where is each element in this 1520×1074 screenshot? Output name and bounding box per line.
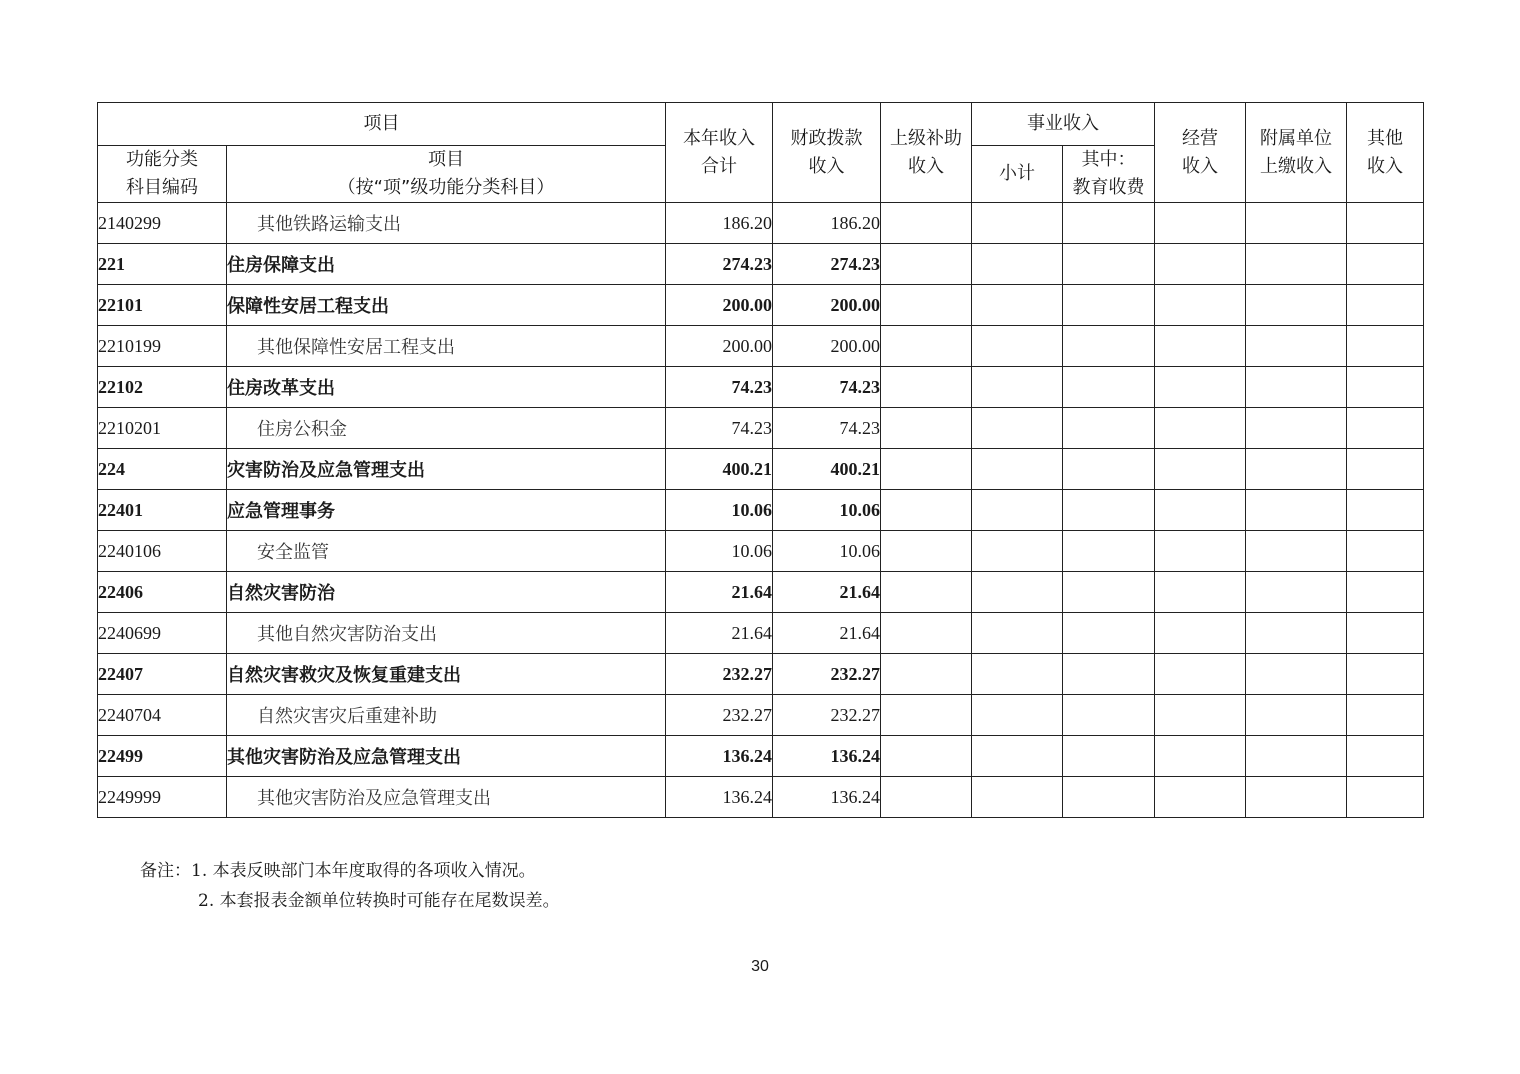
row-annual-total: 21.64 — [666, 572, 773, 613]
row-code: 22499 — [98, 736, 227, 777]
header-item: 项目 （按“项”级功能分类科目） — [227, 146, 666, 203]
row-item-name: 其他保障性安居工程支出 — [227, 326, 666, 367]
row-item-name: 其他自然灾害防治支出 — [227, 613, 666, 654]
row-subtotal — [972, 449, 1063, 490]
row-other — [1347, 531, 1424, 572]
row-edu-fee — [1063, 203, 1155, 244]
row-item-name: 应急管理事务 — [227, 490, 666, 531]
row-operating — [1155, 449, 1246, 490]
row-fiscal: 400.21 — [773, 449, 881, 490]
row-subtotal — [972, 654, 1063, 695]
row-code: 22102 — [98, 367, 227, 408]
note-line-2: 2. 本套报表金额单位转换时可能存在尾数误差。 — [198, 891, 560, 911]
row-fiscal: 232.27 — [773, 695, 881, 736]
row-other — [1347, 572, 1424, 613]
row-code: 2240704 — [98, 695, 227, 736]
header-operating: 经营 收入 — [1155, 103, 1246, 203]
row-affiliated — [1246, 695, 1347, 736]
row-edu-fee — [1063, 326, 1155, 367]
row-annual-total: 10.06 — [666, 490, 773, 531]
row-fiscal: 10.06 — [773, 531, 881, 572]
row-annual-total: 136.24 — [666, 777, 773, 818]
header-subtotal: 小计 — [972, 146, 1063, 203]
header-code: 功能分类 科目编码 — [98, 146, 227, 203]
row-other — [1347, 777, 1424, 818]
row-edu-fee — [1063, 654, 1155, 695]
row-subtotal — [972, 777, 1063, 818]
row-edu-fee — [1063, 531, 1155, 572]
row-superior — [881, 572, 972, 613]
row-operating — [1155, 244, 1246, 285]
table-row — [98, 572, 1424, 613]
table-row — [98, 367, 1424, 408]
row-operating — [1155, 203, 1246, 244]
row-edu-fee — [1063, 490, 1155, 531]
row-operating — [1155, 367, 1246, 408]
row-affiliated — [1246, 203, 1347, 244]
header-affiliated: 附属单位 上缴收入 — [1246, 103, 1347, 203]
income-table — [97, 102, 1424, 818]
row-fiscal: 10.06 — [773, 490, 881, 531]
row-operating — [1155, 736, 1246, 777]
row-superior — [881, 531, 972, 572]
row-edu-fee — [1063, 285, 1155, 326]
row-superior — [881, 449, 972, 490]
row-fiscal: 21.64 — [773, 572, 881, 613]
row-affiliated — [1246, 367, 1347, 408]
row-other — [1347, 408, 1424, 449]
row-code: 22407 — [98, 654, 227, 695]
row-annual-total: 74.23 — [666, 408, 773, 449]
row-operating — [1155, 408, 1246, 449]
row-affiliated — [1246, 572, 1347, 613]
row-operating — [1155, 326, 1246, 367]
row-other — [1347, 367, 1424, 408]
row-operating — [1155, 613, 1246, 654]
row-superior — [881, 490, 972, 531]
row-other — [1347, 203, 1424, 244]
table-row — [98, 490, 1424, 531]
row-code: 22406 — [98, 572, 227, 613]
row-annual-total: 186.20 — [666, 203, 773, 244]
row-superior — [881, 777, 972, 818]
row-code: 2140299 — [98, 203, 227, 244]
row-operating — [1155, 654, 1246, 695]
row-fiscal: 136.24 — [773, 777, 881, 818]
row-code: 2240106 — [98, 531, 227, 572]
row-subtotal — [972, 244, 1063, 285]
row-annual-total: 200.00 — [666, 326, 773, 367]
row-superior — [881, 367, 972, 408]
row-subtotal — [972, 613, 1063, 654]
row-affiliated — [1246, 531, 1347, 572]
row-superior — [881, 695, 972, 736]
row-item-name: 其他灾害防治及应急管理支出 — [227, 777, 666, 818]
row-other — [1347, 736, 1424, 777]
row-code: 22101 — [98, 285, 227, 326]
row-affiliated — [1246, 408, 1347, 449]
row-subtotal — [972, 490, 1063, 531]
row-superior — [881, 285, 972, 326]
table-row — [98, 408, 1424, 449]
row-other — [1347, 695, 1424, 736]
row-code: 221 — [98, 244, 227, 285]
row-fiscal: 232.27 — [773, 654, 881, 695]
row-affiliated — [1246, 613, 1347, 654]
row-affiliated — [1246, 490, 1347, 531]
row-affiliated — [1246, 777, 1347, 818]
row-annual-total: 74.23 — [666, 367, 773, 408]
row-code: 2210199 — [98, 326, 227, 367]
header-edu-fee: 其中： 教育收费 — [1063, 146, 1155, 203]
row-edu-fee — [1063, 244, 1155, 285]
row-annual-total: 274.23 — [666, 244, 773, 285]
row-other — [1347, 654, 1424, 695]
table-row — [98, 613, 1424, 654]
row-code: 2249999 — [98, 777, 227, 818]
table-row — [98, 244, 1424, 285]
row-item-name: 住房公积金 — [227, 408, 666, 449]
row-annual-total: 136.24 — [666, 736, 773, 777]
row-subtotal — [972, 408, 1063, 449]
table-row — [98, 285, 1424, 326]
row-edu-fee — [1063, 408, 1155, 449]
row-operating — [1155, 777, 1246, 818]
row-superior — [881, 613, 972, 654]
row-subtotal — [972, 572, 1063, 613]
row-affiliated — [1246, 736, 1347, 777]
row-subtotal — [972, 285, 1063, 326]
table-row — [98, 695, 1424, 736]
row-item-name: 自然灾害防治 — [227, 572, 666, 613]
table-row — [98, 736, 1424, 777]
row-affiliated — [1246, 326, 1347, 367]
header-business-income: 事业收入 — [972, 103, 1155, 146]
row-affiliated — [1246, 449, 1347, 490]
row-item-name: 住房改革支出 — [227, 367, 666, 408]
row-superior — [881, 408, 972, 449]
row-subtotal — [972, 203, 1063, 244]
table-row — [98, 449, 1424, 490]
row-code: 22401 — [98, 490, 227, 531]
row-edu-fee — [1063, 695, 1155, 736]
row-fiscal: 74.23 — [773, 408, 881, 449]
header-project: 项目 — [98, 103, 666, 146]
row-annual-total: 200.00 — [666, 285, 773, 326]
row-item-name: 灾害防治及应急管理支出 — [227, 449, 666, 490]
row-annual-total: 232.27 — [666, 695, 773, 736]
row-other — [1347, 449, 1424, 490]
row-operating — [1155, 490, 1246, 531]
row-superior — [881, 736, 972, 777]
row-other — [1347, 613, 1424, 654]
row-code: 2210201 — [98, 408, 227, 449]
row-fiscal: 21.64 — [773, 613, 881, 654]
row-annual-total: 232.27 — [666, 654, 773, 695]
table-body — [98, 203, 1424, 818]
row-edu-fee — [1063, 777, 1155, 818]
row-fiscal: 74.23 — [773, 367, 881, 408]
row-other — [1347, 326, 1424, 367]
row-edu-fee — [1063, 736, 1155, 777]
row-subtotal — [972, 695, 1063, 736]
header-fiscal: 财政拨款 收入 — [773, 103, 881, 203]
row-operating — [1155, 531, 1246, 572]
note-line-1: 备注：1. 本表反映部门本年度取得的各项收入情况。 — [140, 861, 536, 881]
row-edu-fee — [1063, 572, 1155, 613]
row-item-name: 安全监管 — [227, 531, 666, 572]
row-annual-total: 10.06 — [666, 531, 773, 572]
table-row — [98, 203, 1424, 244]
row-subtotal — [972, 531, 1063, 572]
row-subtotal — [972, 736, 1063, 777]
row-annual-total: 400.21 — [666, 449, 773, 490]
row-item-name: 其他灾害防治及应急管理支出 — [227, 736, 666, 777]
row-fiscal: 274.23 — [773, 244, 881, 285]
row-fiscal: 200.00 — [773, 326, 881, 367]
row-edu-fee — [1063, 449, 1155, 490]
row-fiscal: 200.00 — [773, 285, 881, 326]
row-edu-fee — [1063, 613, 1155, 654]
row-subtotal — [972, 326, 1063, 367]
row-superior — [881, 326, 972, 367]
row-item-name: 其他铁路运输支出 — [227, 203, 666, 244]
header-superior: 上级补助 收入 — [881, 103, 972, 203]
row-code: 2240699 — [98, 613, 227, 654]
row-superior — [881, 654, 972, 695]
row-operating — [1155, 572, 1246, 613]
row-code: 224 — [98, 449, 227, 490]
header-annual-total: 本年收入 合计 — [666, 103, 773, 203]
header-other: 其他 收入 — [1347, 103, 1424, 203]
table-row — [98, 777, 1424, 818]
row-item-name: 自然灾害救灾及恢复重建支出 — [227, 654, 666, 695]
row-affiliated — [1246, 654, 1347, 695]
notes — [140, 856, 560, 916]
row-operating — [1155, 695, 1246, 736]
row-operating — [1155, 285, 1246, 326]
row-affiliated — [1246, 244, 1347, 285]
row-superior — [881, 244, 972, 285]
row-affiliated — [1246, 285, 1347, 326]
row-superior — [881, 203, 972, 244]
row-other — [1347, 490, 1424, 531]
row-annual-total: 21.64 — [666, 613, 773, 654]
row-fiscal: 136.24 — [773, 736, 881, 777]
row-other — [1347, 244, 1424, 285]
row-item-name: 自然灾害灾后重建补助 — [227, 695, 666, 736]
row-subtotal — [972, 367, 1063, 408]
row-edu-fee — [1063, 367, 1155, 408]
table-row — [98, 531, 1424, 572]
row-fiscal: 186.20 — [773, 203, 881, 244]
row-item-name: 保障性安居工程支出 — [227, 285, 666, 326]
row-other — [1347, 285, 1424, 326]
table-row — [98, 654, 1424, 695]
row-item-name: 住房保障支出 — [227, 244, 666, 285]
page-number: 30 — [751, 958, 769, 975]
table-row — [98, 326, 1424, 367]
